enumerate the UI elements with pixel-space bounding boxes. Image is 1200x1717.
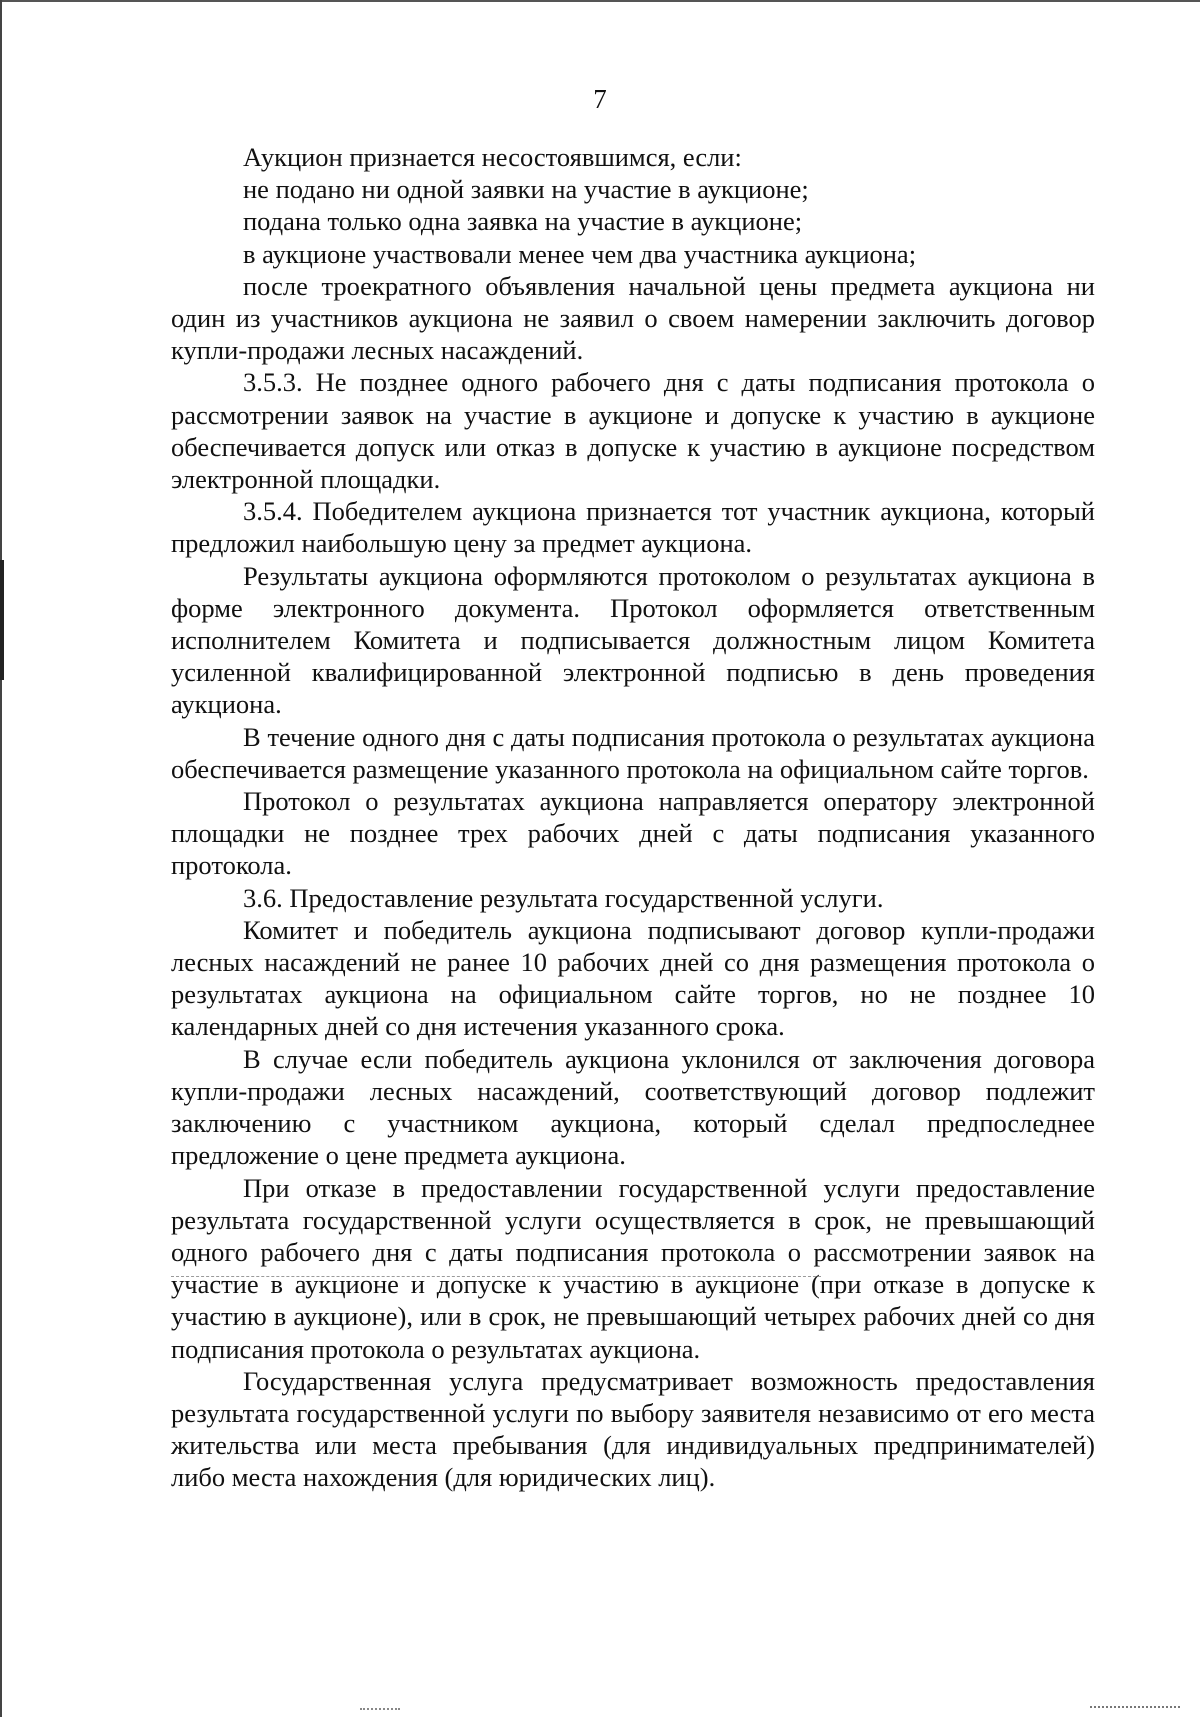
paragraph-refusal-terms: При отказе в предоставлении государственной услуги предоставление результата государственной услуги осуществляется в срок, не превышающий одного рабочего дня с даты подписания протокола о рассмотрении заявок на участие в аукционе и допуске к участию в аукционе (при отказе в допуске к участию в аукционе), или в срок, не превышающий четырех рабочих дней со дня подписания протокола о результатах аукциона. bbox=[171, 1172, 1095, 1364]
scan-artifact-dots-right bbox=[1090, 1706, 1180, 1708]
page-number: 7 bbox=[593, 84, 607, 114]
paragraph-protocol-to-operator: Протокол о результатах аукциона направляется оператору электронной площадки не позднее трех рабочих дней с даты подписания указанного протокола. bbox=[171, 786, 1095, 881]
paragraph-contract-signing: Комитет и победитель аукциона подписывают договор купли-продажи лесных насаждений не ранее 10 рабочих дней со дня размещения протокола о результатах аукциона на официальном сайте торгов, но не позднее 10 календарных дней со дня истечения указанного срока. bbox=[171, 914, 1095, 1042]
scan-artifact-line bbox=[171, 1276, 821, 1277]
scan-edge-top bbox=[0, 0, 1200, 2]
paragraph-single-application: подана только одна заявка на участие в аукционе; bbox=[243, 206, 803, 237]
paragraph-service-location: Государственная услуга предусматривает возможность предоставления результата государственной услуги по выбору заявителя независимо от его места жительства или места пребывания (для индивидуальных предпринимателей) либо места нахождения (для юридических лиц). bbox=[171, 1365, 1095, 1493]
paragraph-auction-results: Результаты аукциона оформляются протоколом о результатах аукциона в форме электронного документа. Протокол оформляется ответственным исполнителем Комитета и подписывается должностным лицом Комитета усиленной квалифицированной электронной подписью в день проведения аукциона. bbox=[171, 560, 1095, 720]
paragraph-no-applications: не подано ни одной заявки на участие в аукционе; bbox=[243, 174, 809, 205]
paragraph-protocol-publication: В течение одного дня с даты подписания протокола о результатах аукциона обеспечивается размещение указанного протокола на официальном сайте торгов. bbox=[171, 721, 1095, 784]
paragraph-auction-failed-intro: Аукцион признается несостоявшимся, если: bbox=[243, 142, 742, 172]
paragraph-3-5-3: 3.5.3. Не позднее одного рабочего дня с даты подписания протокола о рассмотрении заявок на участие в аукционе и допуске к участию в аукционе обеспечивается допуск или отказ в допуске к участию в аукционе посредством электронной площадки. bbox=[171, 367, 1095, 495]
document-body bbox=[171, 141, 1095, 1494]
paragraph-winner-evades: В случае если победитель аукциона уклонился от заключения договора купли-продажи лесных насаждений, соответствующий договор подлежит заключению с участником аукциона, который сделал предпоследнее предложение о цене предмета аукциона. bbox=[171, 1043, 1095, 1171]
scan-edge-mark bbox=[0, 560, 4, 680]
scan-artifact-dots-left bbox=[360, 1708, 400, 1710]
paragraph-fewer-participants: в аукционе участвовали менее чем два участника аукциона; bbox=[243, 238, 917, 269]
scan-edge-left bbox=[0, 0, 2, 1717]
paragraph-no-intention: после троекратного объявления начальной цены предмета аукциона ни один из участников аукциона не заявил о своем намерении заключить договор купли-продажи лесных насаждений. bbox=[171, 270, 1095, 366]
paragraph-3-5-4: 3.5.4. Победителем аукциона признается тот участник аукциона, который предложил наибольшую цену за предмет аукциона. bbox=[171, 496, 1095, 559]
paragraph-3-6-heading: 3.6. Предоставление результата государственной услуги. bbox=[243, 882, 884, 913]
